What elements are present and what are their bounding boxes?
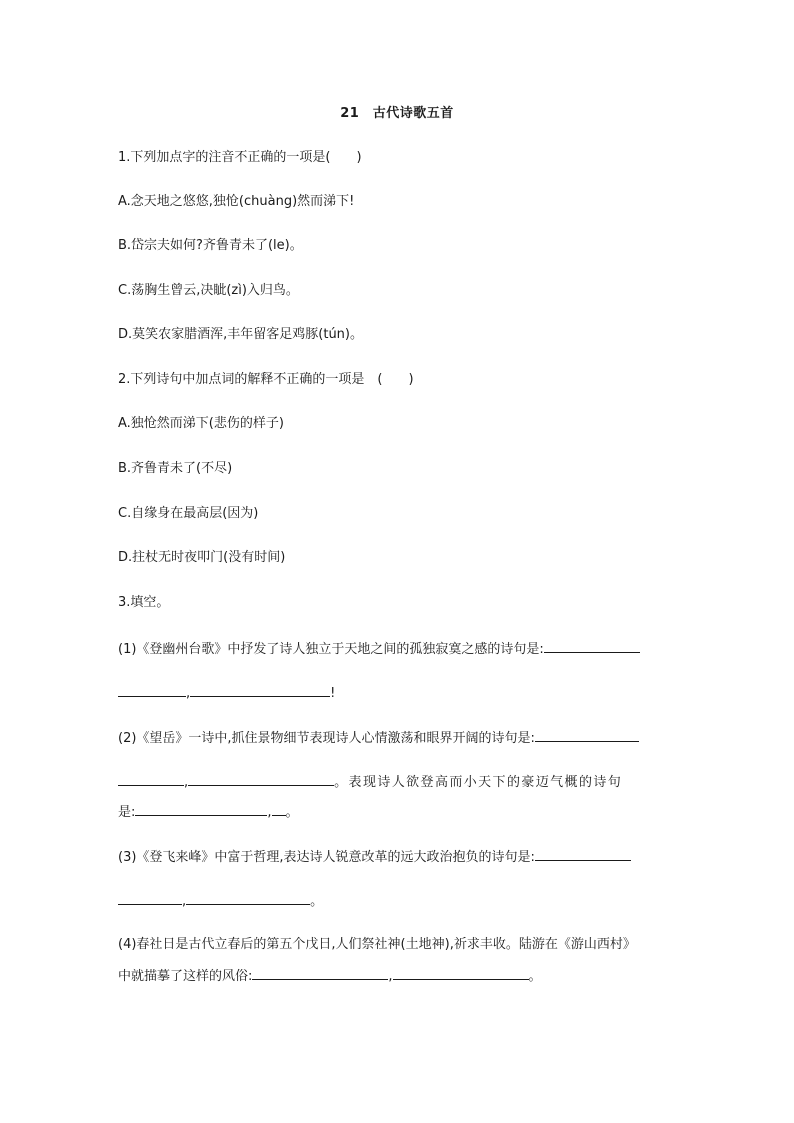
q1-option-a: A.念天地之悠悠,独怆(chuàng)然而涕下! <box>118 194 355 209</box>
comma: , <box>182 894 187 909</box>
answer-blank[interactable] <box>535 727 639 742</box>
period: 。 <box>285 805 299 820</box>
q3-part4-line2 <box>118 965 678 987</box>
q3-part3-line2 <box>118 890 678 912</box>
q3-part1-text: (1)《登幽州台歌》中抒发了诗人独立于天地之间的孤独寂寞之感的诗句是: <box>118 642 544 657</box>
answer-blank[interactable] <box>188 771 334 786</box>
q3-part2-line1 <box>118 727 678 749</box>
q3-part4-line1: (4)春社日是古代立春后的第五个戊日,人们祭社神(土地神),祈求丰收。陆游在《游山西村》 <box>118 937 636 952</box>
q3-stem: 3.填空。 <box>118 595 170 610</box>
q3-part2-text: (2)《望岳》一诗中,抓住景物细节表现诗人心情激荡和眼界开阔的诗句是: <box>118 731 535 746</box>
q2-option-d: D.拄杖无时夜叩门(没有时间) <box>118 550 286 565</box>
comma: , <box>186 686 191 701</box>
comma: , <box>184 775 189 790</box>
q2-option-c: C.自缘身在最高层(因为) <box>118 506 259 521</box>
answer-blank[interactable] <box>118 682 186 697</box>
q3-part2-line2 <box>118 771 678 793</box>
answer-blank[interactable] <box>393 965 529 980</box>
q3-part3-line1 <box>118 846 678 868</box>
answer-blank[interactable] <box>186 890 310 905</box>
q1-option-c: C.荡胸生曾云,决眦(zì)入归鸟。 <box>118 283 299 298</box>
q1-option-d: D.莫笑农家腊酒浑,丰年留客足鸡豚(tún)。 <box>118 327 363 342</box>
q1-stem: 1.下列加点字的注音不正确的一项是( ) <box>118 150 362 165</box>
q2-option-a: A.独怆然而涕下(悲伤的样子) <box>118 416 284 431</box>
answer-blank[interactable] <box>135 801 267 816</box>
period: 。 <box>310 894 324 909</box>
q3-part2-line3 <box>118 801 678 823</box>
answer-blank[interactable] <box>535 846 631 861</box>
q3-part2-line3-start: 是: <box>118 805 136 820</box>
period: 。 <box>528 969 542 984</box>
q1-option-b: B.岱宗夫如何?齐鲁青未了(le)。 <box>118 238 303 253</box>
answer-blank[interactable] <box>252 965 388 980</box>
answer-blank[interactable] <box>190 682 330 697</box>
q3-part3-text: (3)《登飞来峰》中富于哲理,表达诗人锐意改革的远大政治抱负的诗句是: <box>118 850 535 865</box>
comma: , <box>388 969 393 984</box>
q3-part1-line2 <box>118 682 678 704</box>
q3-part2-mid-text: 。表现诗人欲登高而小天下的豪迈气概的诗句 <box>334 775 623 790</box>
answer-blank[interactable] <box>544 638 640 653</box>
q3-part4-line2-start: 中就描摹了这样的风俗: <box>118 969 253 984</box>
page-title: 21 古代诗歌五首 <box>340 106 454 121</box>
answer-blank[interactable] <box>272 801 286 816</box>
q2-stem: 2.下列诗句中加点词的解释不正确的一项是 ( ) <box>118 372 414 387</box>
answer-blank[interactable] <box>118 771 184 786</box>
q3-part1-line1 <box>118 638 678 660</box>
comma: , <box>267 805 272 820</box>
exclamation: ! <box>330 686 336 701</box>
q2-option-b: B.齐鲁青未了(不尽) <box>118 461 233 476</box>
answer-blank[interactable] <box>118 890 182 905</box>
